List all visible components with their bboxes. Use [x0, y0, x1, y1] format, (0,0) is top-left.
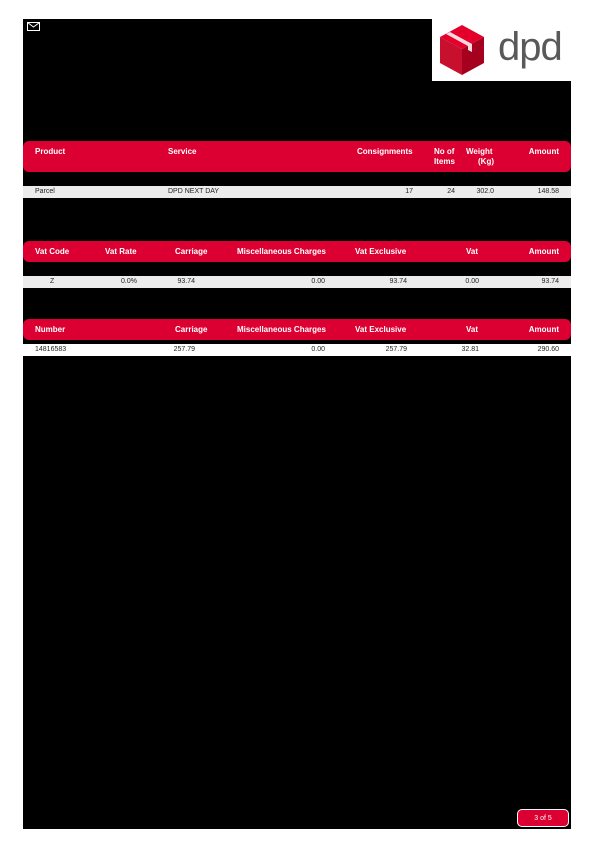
products-table-header: [23, 141, 571, 172]
cell-vat: 32.81: [461, 346, 479, 353]
cell-service: DPD NEXT DAY: [168, 188, 220, 195]
dpd-logo: [432, 19, 571, 81]
cell-misc-charges: 0.00: [311, 278, 325, 285]
totals-table-header: [23, 319, 571, 340]
col-no-of-items-line1: No of: [434, 147, 455, 156]
col-vat-exclusive: Vat Exclusive: [355, 247, 407, 256]
cell-product: Parcel: [35, 188, 55, 195]
page-indicator: 3 of 5: [517, 809, 569, 827]
cell-no-of-items: 24: [447, 188, 455, 195]
col-vat: Vat: [466, 325, 479, 334]
cell-amount: 93.74: [541, 278, 559, 285]
table-row: [23, 344, 571, 356]
cell-vat-exclusive: 257.79: [385, 346, 407, 353]
envelope-icon[interactable]: [27, 22, 40, 31]
dpd-cube-icon: [432, 19, 494, 81]
col-carriage: Carriage: [175, 247, 208, 256]
col-service: Service: [168, 147, 197, 156]
cell-vat-code: Z: [50, 278, 55, 285]
cell-vat-rate: 0.0%: [121, 278, 137, 285]
col-misc-charges: Miscellaneous Charges: [237, 247, 326, 256]
cell-number: 14816583: [35, 346, 67, 353]
col-weight-line2: (Kg): [478, 157, 494, 166]
cell-vat-exclusive: 93.74: [389, 278, 407, 285]
cell-carriage: 93.74: [177, 278, 195, 285]
col-amount: Amount: [528, 247, 559, 256]
col-vat-exclusive: Vat Exclusive: [355, 325, 407, 334]
col-number: Number: [35, 325, 66, 334]
vat-table-header: [23, 241, 571, 262]
col-vat-code: Vat Code: [35, 247, 70, 256]
col-consignments: Consignments: [357, 147, 413, 156]
cell-weight: 302.0: [476, 188, 494, 195]
col-vat: Vat: [466, 247, 479, 256]
cell-carriage: 257.79: [173, 346, 195, 353]
col-amount: Amount: [528, 147, 559, 156]
dpd-wordmark: dpd: [498, 25, 562, 69]
col-no-of-items-line2: Items: [434, 157, 455, 166]
col-product: Product: [35, 147, 66, 156]
cell-vat: 0.00: [465, 278, 479, 285]
invoice-page: [23, 19, 571, 829]
col-amount: Amount: [528, 325, 559, 334]
table-row: [23, 276, 571, 288]
col-weight-line1: Weight: [466, 147, 493, 156]
col-misc-charges: Miscellaneous Charges: [237, 325, 326, 334]
table-row: [23, 186, 571, 198]
cell-amount: 148.58: [537, 188, 559, 195]
col-vat-rate: Vat Rate: [105, 247, 137, 256]
cell-misc-charges: 0.00: [311, 346, 325, 353]
cell-consignments: 17: [405, 188, 413, 195]
cell-amount: 290.60: [537, 346, 559, 353]
col-carriage: Carriage: [175, 325, 208, 334]
